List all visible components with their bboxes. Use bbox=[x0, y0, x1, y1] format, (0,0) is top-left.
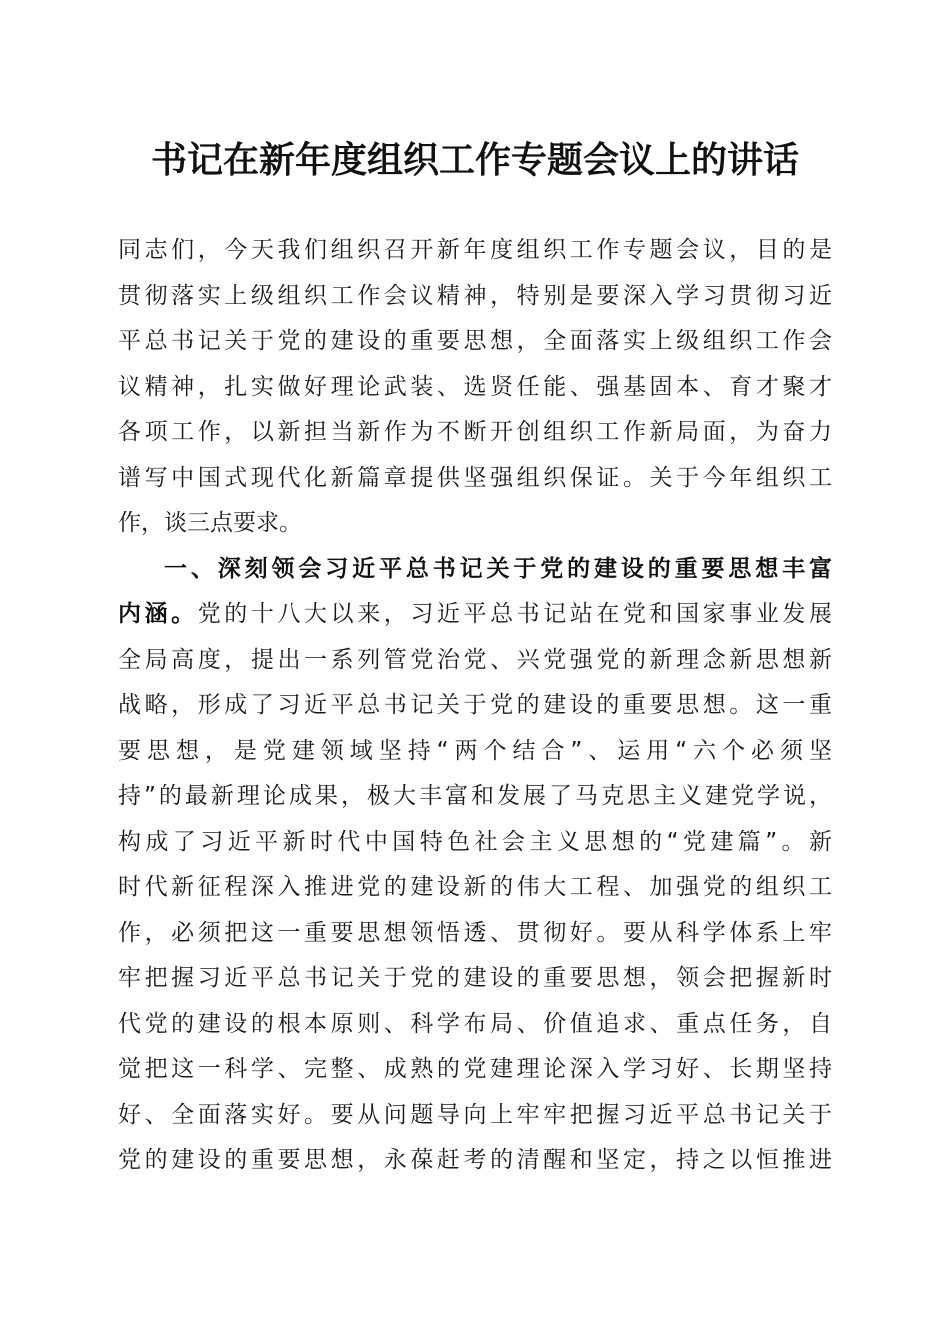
text-line: 贯彻落实上级组织工作会议精神，特别是要深入学习贯彻习近 bbox=[118, 282, 832, 309]
text-line: 要思想，是党建领域坚持“两个结合”、运用“六个必须坚 bbox=[118, 737, 832, 764]
text-line: 战略，形成了习近平总书记关于党的建设的重要思想。这一重 bbox=[118, 692, 832, 718]
text-line: 好、全面落实好。要从问题导向上牢牢把握习近平总书记关于 bbox=[118, 1101, 832, 1128]
text-line: 平总书记关于党的建设的重要思想，全面落实上级组织工作会 bbox=[118, 328, 832, 354]
text-line: 持”的最新理论成果，极大丰富和发展了马克思主义建党学说， bbox=[118, 783, 832, 809]
text-line: 谱写中国式现代化新篇章提供坚强组织保证。关于今年组织工 bbox=[118, 464, 832, 491]
text-line: 同志们，今天我们组织召开新年度组织工作专题会议，目的是 bbox=[118, 237, 832, 263]
text-line: 全局高度，提出一系列管党治党、兴党强党的新理念新思想新 bbox=[118, 646, 832, 673]
text-line: 作，必须把这一重要思想领悟透、贯彻好。要从科学体系上牢 bbox=[118, 919, 832, 946]
paragraph-intro bbox=[118, 228, 832, 547]
text-line: 时代新征程深入推进党的建设新的伟大工程、加强党的组织工 bbox=[118, 874, 832, 900]
text-line: 牢把握习近平总书记关于党的建设的重要思想，领会把握新时 bbox=[118, 965, 832, 991]
page-title: 书记在新年度组织工作专题会议上的讲话 bbox=[150, 139, 799, 181]
section-heading: 一、深刻领会习近平总书记关于党的建设的重要思想丰富 bbox=[164, 555, 832, 582]
text-line: 觉把这一科学、完整、成熟的党建理论深入学习好、长期坚持 bbox=[118, 1056, 832, 1082]
text-line: 作，谈三点要求。 bbox=[118, 510, 302, 536]
text-line bbox=[118, 592, 832, 638]
section-text: 党的十八大以来，习近平总书记站在党和国家事业发展 bbox=[197, 601, 833, 627]
text-line: 各项工作，以新担当新作为不断开创组织工作新局面，为奋力 bbox=[118, 419, 832, 445]
text-line: 构成了习近平新时代中国特色社会主义思想的“党建篇”。新 bbox=[118, 828, 832, 855]
text-line: 代党的建设的根本原则、科学布局、价值追求、重点任务，自 bbox=[118, 1010, 832, 1037]
text-line: 议精神，扎实做好理论武装、选贤任能、强基固本、育才聚才 bbox=[118, 373, 832, 400]
section-heading-end: 内涵。 bbox=[118, 601, 198, 627]
document-body bbox=[118, 228, 832, 1184]
text-line: 党的建设的重要思想，永葆赶考的清醒和坚定，持之以恒推进 bbox=[118, 1147, 832, 1173]
section-one bbox=[118, 547, 832, 1184]
